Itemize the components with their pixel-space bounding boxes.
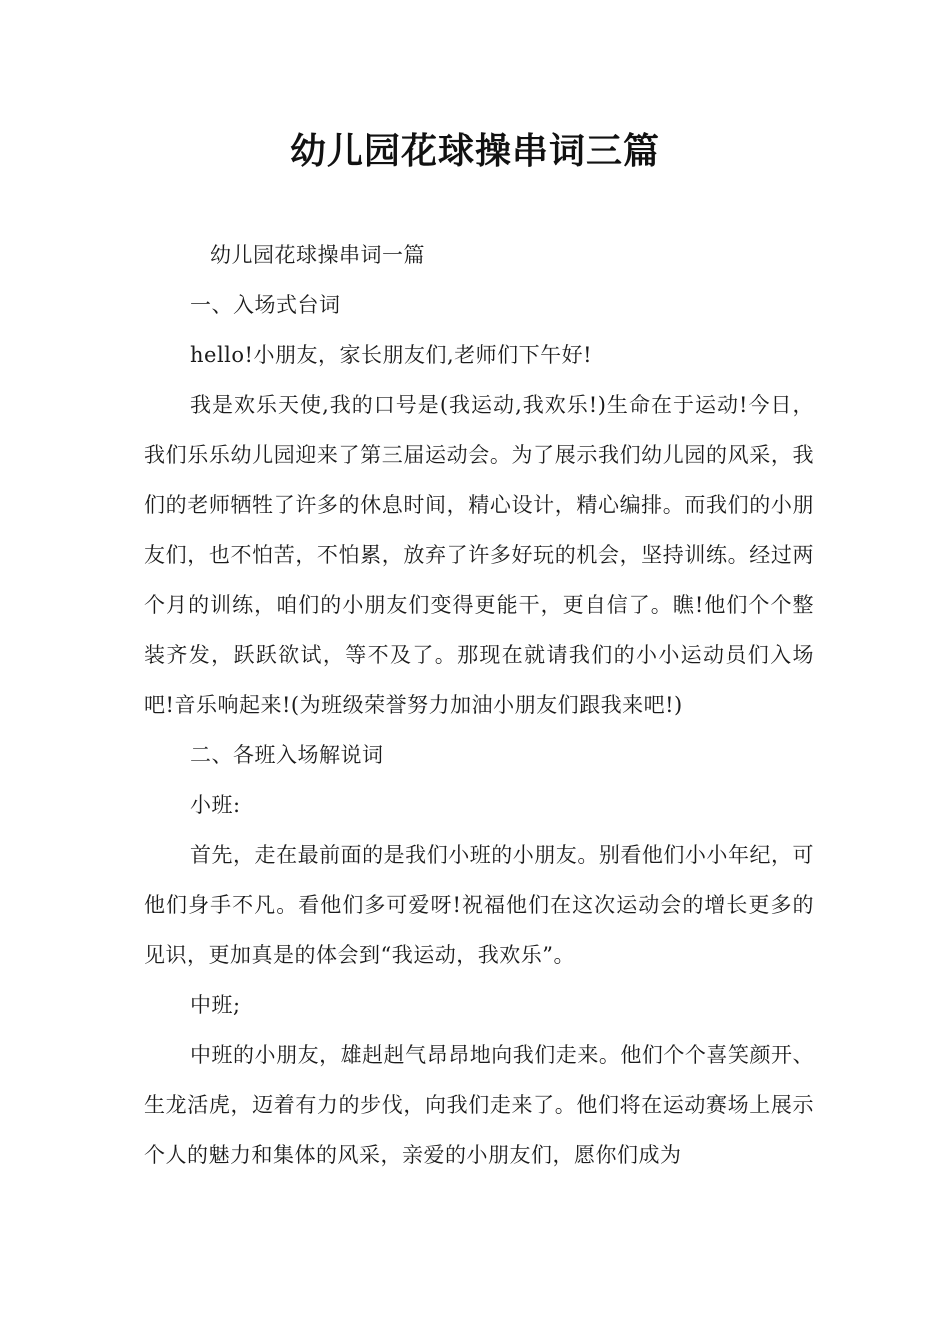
section-heading-classes: 二、各班入场解说词 [190, 743, 384, 767]
section-subtitle: 幼儿园花球操串词一篇 [210, 243, 425, 267]
document-body [144, 230, 814, 1180]
paragraph-greeting: hello!小朋友，家长朋友们,老师们下午好! [190, 343, 593, 367]
paragraph-middle-class: 中班的小朋友，雄赳赳气昂昂地向我们走来。他们个个喜笑颜开、生龙活虎，迈着有力的步伐，向我们走来了。他们将在运动赛场上展示个人的魅力和集体的风采，亲爱的小朋友们，愿你们成为 [144, 1043, 814, 1167]
document-title: 幼儿园花球操串词三篇 [289, 131, 660, 172]
paragraph-intro: 我是欢乐天使,我的口号是(我运动,我欢乐!)生命在于运动!今日，我们乐乐幼儿园迎来了第三届运动会。为了展示我们幼儿园的风采，我们的老师牺牲了许多的休息时间，精心设计，精心编排。而我们的小朋友们，也不怕苦，不怕累，放弃了许多好玩的机会，坚持训练。经过两个月的训练，咱们的小朋友们变得更能干，更自信了。瞧!他们个个整装齐发，跃跃欲试，等不及了。那现在就请我们的小小运动员们入场吧!音乐响起来!(为班级荣誉努力加油小朋友们跟我来吧!) [144, 393, 814, 717]
label-middle-class: 中班; [190, 993, 241, 1017]
label-small-class: 小班: [190, 793, 241, 817]
paragraph-small-class: 首先，走在最前面的是我们小班的小朋友。别看他们小小年纪，可他们身手不凡。看他们多可爱呀!祝福他们在这次运动会的增长更多的见识，更加真是的体会到“我运动，我欢乐”。 [144, 843, 814, 967]
section-heading-entrance: 一、入场式台词 [190, 293, 341, 317]
